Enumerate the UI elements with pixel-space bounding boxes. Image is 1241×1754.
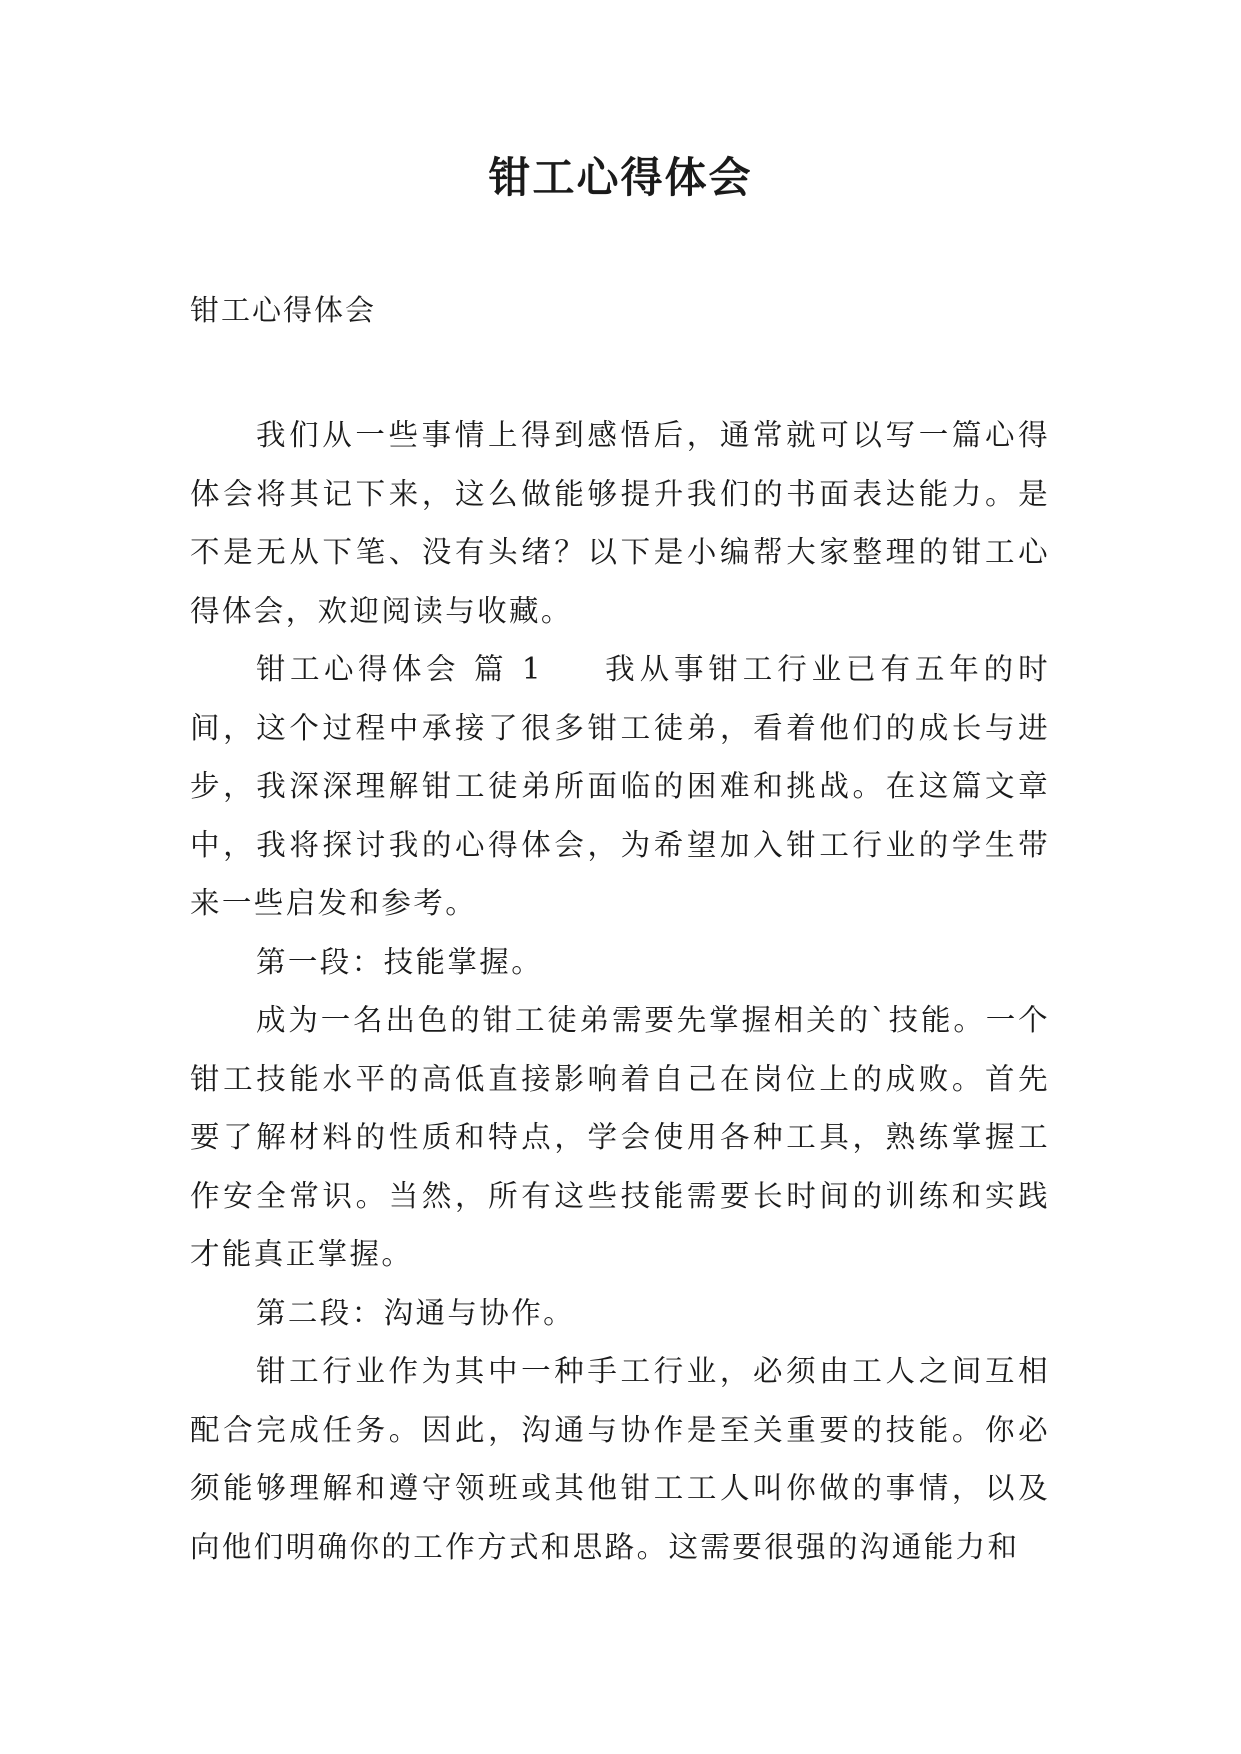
document-body: [190, 406, 1050, 1576]
document-title: 钳工心得体会: [488, 153, 753, 202]
article-1-paragraph: [190, 640, 1050, 933]
article-1-opening: 我从事钳工行业已有五年的时间，这个过程中承接了很多钳工徒弟，看着他们的成长与进步，我深深理解钳工徒弟所面临的困难和挑战。在这篇文章中，我将探讨我的心得体会，为希望加入钳工行业的学生带来一些启发和参考。: [190, 652, 1050, 920]
section-2-heading: 第二段：沟通与协作。: [256, 1295, 576, 1330]
document-subtitle: 钳工心得体会: [190, 293, 377, 327]
section-1-paragraph: 成为一名出色的钳工徒弟需要先掌握相关的`技能。一个钳工技能水平的高低直接影响着自己在岗位上的成败。首先要了解材料的性质和特点，学会使用各种工具，熟练掌握工作安全常识。当然，所有这些技能需要长时间的训练和实践才能真正掌握。: [190, 1003, 1050, 1271]
article-1-label: 钳工心得体会 篇 1: [256, 652, 543, 686]
intro-paragraph: 我们从一些事情上得到感悟后，通常就可以写一篇心得体会将其记下来，这么做能够提升我们的书面表达能力。是不是无从下笔、没有头绪？以下是小编帮大家整理的钳工心得体会，欢迎阅读与收藏。: [190, 418, 1050, 628]
section-1-heading: 第一段：技能掌握。: [256, 944, 544, 979]
section-2-paragraph: 钳工行业作为其中一种手工行业，必须由工人之间互相配合完成任务。因此，沟通与协作是至关重要的技能。你必须能够理解和遵守领班或其他钳工工人叫你做的事情，以及向他们明确你的工作方式和思路。这需要很强的沟通能力和: [190, 1354, 1050, 1564]
